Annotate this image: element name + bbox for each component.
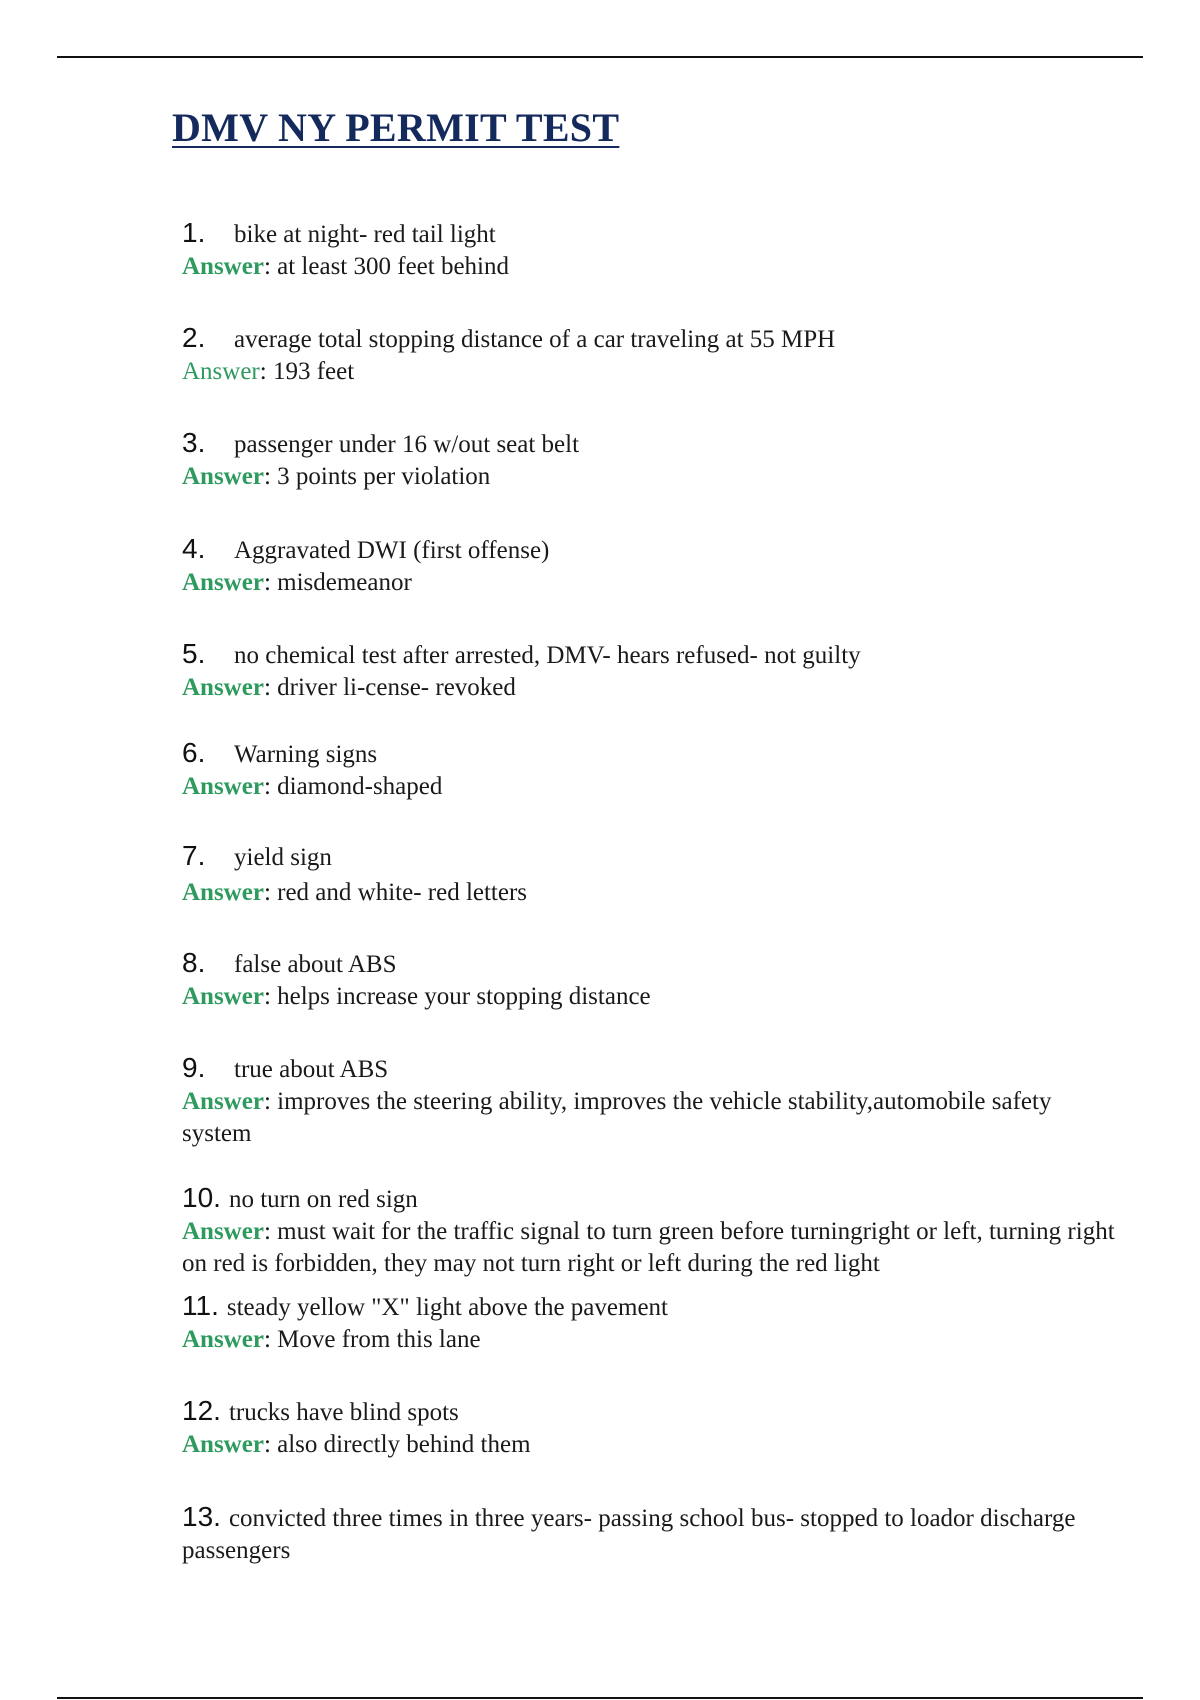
answer-text: : improves the steering ability, improves the vehicle stability,automobile safety system (182, 1088, 1052, 1147)
answer-label: Answer (182, 463, 264, 490)
question-number: 1. (182, 217, 206, 248)
answer-text: : diamond-shaped (263, 773, 443, 800)
question-number: 13. (182, 1501, 221, 1532)
qa-item (182, 737, 1122, 803)
question (182, 638, 1122, 672)
answer-label: Answer (182, 358, 260, 385)
question-text: bike at night- red tail light (234, 221, 496, 248)
question (182, 737, 1122, 771)
question-text: no chemical test after arrested, DMV- hears refused- not guilty (234, 642, 861, 669)
answer (182, 771, 1122, 803)
question (182, 1501, 1082, 1567)
question-text: yield sign (234, 844, 332, 871)
answer (182, 877, 1122, 909)
question (182, 427, 1122, 461)
qa-item (182, 947, 1122, 1013)
answer (182, 356, 1122, 388)
answer-label: Answer (182, 253, 264, 280)
answer-text: : at least 300 feet behind (263, 253, 509, 280)
question-text: Warning signs (234, 741, 378, 768)
question-text: false about ABS (234, 951, 397, 978)
answer-text: : red and white- red letters (263, 879, 528, 906)
answer (182, 981, 1122, 1013)
answer-label: Answer (182, 1218, 264, 1245)
answer-text: : misdemeanor (263, 569, 412, 596)
question-text: steady yellow "X" light above the pavement (226, 1294, 668, 1321)
answer-label: Answer (182, 1431, 264, 1458)
question-number: 8. (182, 947, 206, 978)
answer-text: : 193 feet (259, 358, 355, 385)
answer-text: : also directly behind them (263, 1431, 531, 1458)
answer-text: : must wait for the traffic signal to turn green before turningright or left, turning right on red is forbidden, they may not turn right or left during the red light (182, 1218, 1115, 1277)
question (182, 840, 1122, 874)
answer-label: Answer (182, 1088, 264, 1115)
answer-label: Answer (182, 879, 264, 906)
qa-item (182, 638, 1122, 704)
question-text: no turn on red sign (228, 1186, 418, 1213)
qa-item (182, 322, 1122, 388)
question-number: 6. (182, 737, 206, 768)
question-number: 9. (182, 1052, 206, 1083)
answer-label: Answer (182, 674, 264, 701)
question-text: true about ABS (234, 1056, 389, 1083)
question-number: 12. (182, 1395, 221, 1426)
question-number: 5. (182, 638, 206, 669)
question-text: trucks have blind spots (228, 1399, 459, 1426)
question (182, 533, 1122, 567)
question (182, 1290, 1122, 1324)
qa-item (182, 1182, 1122, 1280)
answer-text: : Move from this lane (263, 1326, 481, 1353)
question (182, 217, 1122, 251)
answer-label: Answer (182, 773, 264, 800)
question (182, 322, 1122, 356)
question-number: 2. (182, 322, 206, 353)
question-number: 10. (182, 1182, 221, 1213)
qa-item (182, 217, 1122, 283)
qa-item (182, 1395, 1122, 1461)
question-text: average total stopping distance of a car traveling at 55 MPH (234, 326, 836, 353)
answer-label: Answer (182, 569, 264, 596)
qa-item (182, 533, 1122, 599)
page-title: DMV NY PERMIT TEST (172, 105, 620, 150)
answer-label: Answer (182, 1326, 264, 1353)
question-text: passenger under 16 w/out seat belt (234, 431, 580, 458)
answer-text: : 3 points per violation (263, 463, 491, 490)
answer-text: : helps increase your stopping distance (263, 983, 651, 1010)
qa-item (182, 1501, 1082, 1567)
answer (182, 1216, 1122, 1280)
qa-item (182, 427, 1122, 493)
answer-text: : driver li-cense- revoked (263, 674, 516, 701)
answer (182, 567, 1122, 599)
qa-item (182, 1290, 1122, 1356)
answer (182, 251, 1122, 283)
bottom-rule (57, 1697, 1143, 1699)
question (182, 1395, 1122, 1429)
answer-label: Answer (182, 983, 264, 1010)
question-number: 3. (182, 427, 206, 458)
question-number: 11. (182, 1290, 219, 1321)
answer (182, 461, 1122, 493)
top-rule (57, 56, 1143, 58)
answer (182, 1086, 1122, 1150)
question-text: Aggravated DWI (first offense) (234, 537, 550, 564)
question (182, 947, 1122, 981)
answer (182, 1324, 1122, 1356)
qa-item (182, 1052, 1122, 1150)
question-number: 7. (182, 840, 206, 871)
qa-item (182, 840, 1122, 909)
answer (182, 672, 1122, 704)
question-text: convicted three times in three years- passing school bus- stopped to loador discharge passengers (182, 1505, 1076, 1564)
answer (182, 1429, 1122, 1461)
question-number: 4. (182, 533, 206, 564)
question (182, 1052, 1122, 1086)
question (182, 1182, 1122, 1216)
